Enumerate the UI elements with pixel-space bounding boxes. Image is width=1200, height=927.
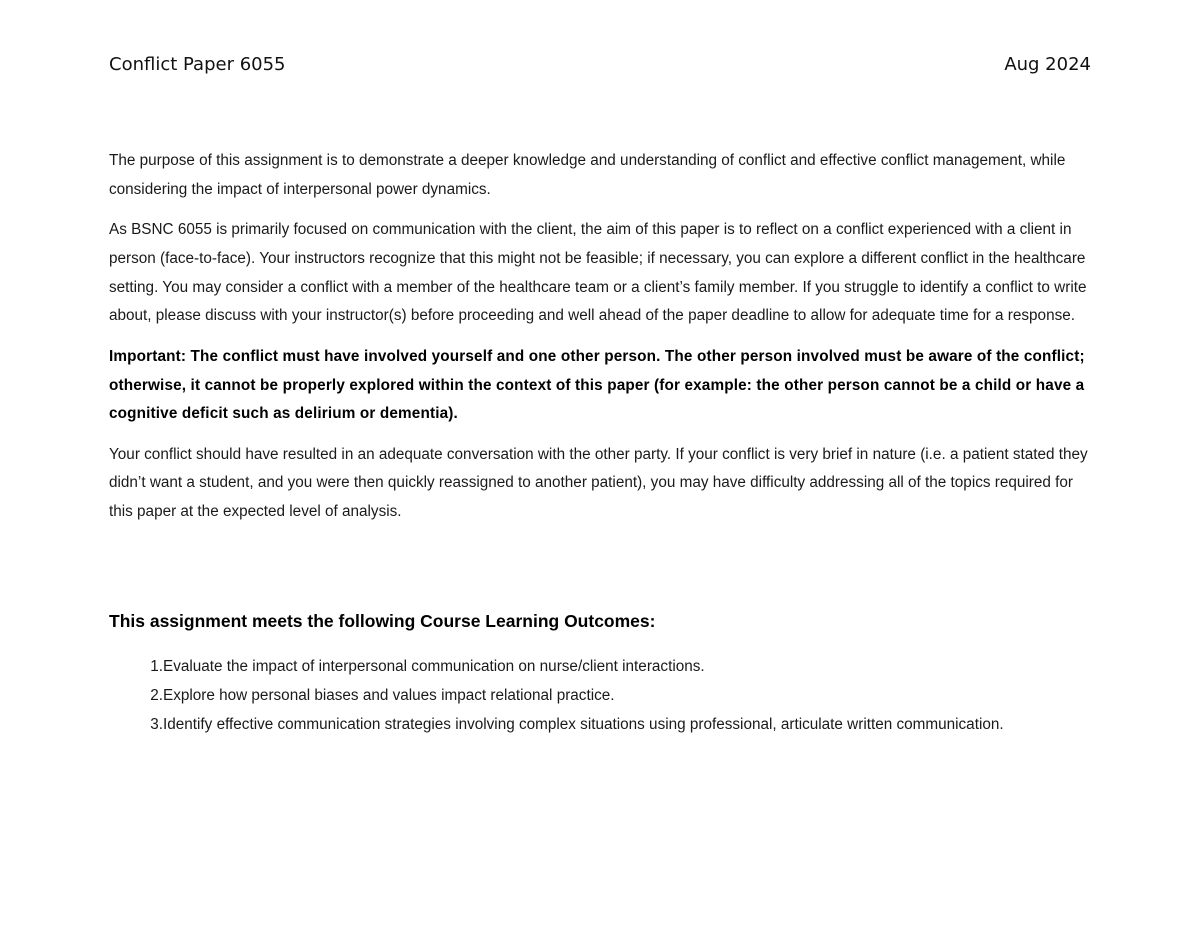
assignment-description — [109, 147, 1094, 539]
list-item — [109, 653, 1099, 682]
outcomes-heading: This assignment meets the following Course Learning Outcomes: — [109, 611, 656, 631]
page-header — [109, 54, 1091, 75]
list-item-text: Explore how personal biases and values impact relational practice. — [163, 686, 615, 704]
list-item-text: Identify effective communication strategies involving complex situations using professional, articulate written communication. — [163, 715, 1004, 733]
document-date: Aug 2024 — [1004, 54, 1091, 75]
outcomes-list — [109, 653, 1099, 739]
purpose-paragraph: The purpose of this assignment is to demonstrate a deeper knowledge and understanding of conflict and effective conflict management, while considering the impact of interpersonal power dynamics. — [109, 152, 1066, 198]
list-item-number: 1. — [150, 658, 163, 675]
document-title: Conflict Paper 6055 — [109, 54, 286, 75]
list-item — [109, 711, 1099, 740]
list-item-number: 3. — [150, 715, 163, 733]
list-item — [109, 682, 1099, 711]
conversation-paragraph: Your conflict should have resulted in an adequate conversation with the other party. If your conflict is very brief in nature (i.e. a patient stated they didn’t want a student, and you were then quickly reassigned to another patient), you may have difficulty addressing all of the topics required for this paper at the expected level of analysis. — [109, 445, 1088, 521]
list-item-number: 2. — [150, 686, 163, 704]
important-notice-paragraph: Important: The conflict must have involved yourself and one other person. The other person involved must be aware of the conflict; otherwise, it cannot be properly explored within the context of this paper (for example: the other person cannot be a child or have a cognitive deficit such as delirium or dementia). — [109, 347, 1085, 423]
aim-paragraph: As BSNC 6055 is primarily focused on communication with the client, the aim of this paper is to reflect on a conflict experienced with a client in person (face-to-face). Your instructors recognize that this might not be feasible; if necessary, you can explore a different conflict in the healthcare setting. You may consider a conflict with a member of the healthcare team or a client’s family member. If you struggle to identify a conflict to write about, please discuss with your instructor(s) before proceeding and well ahead of the paper deadline to allow for adequate time for a response. — [109, 221, 1087, 325]
list-item-text: Evaluate the impact of interpersonal communication on nurse/client interactions. — [163, 658, 705, 675]
